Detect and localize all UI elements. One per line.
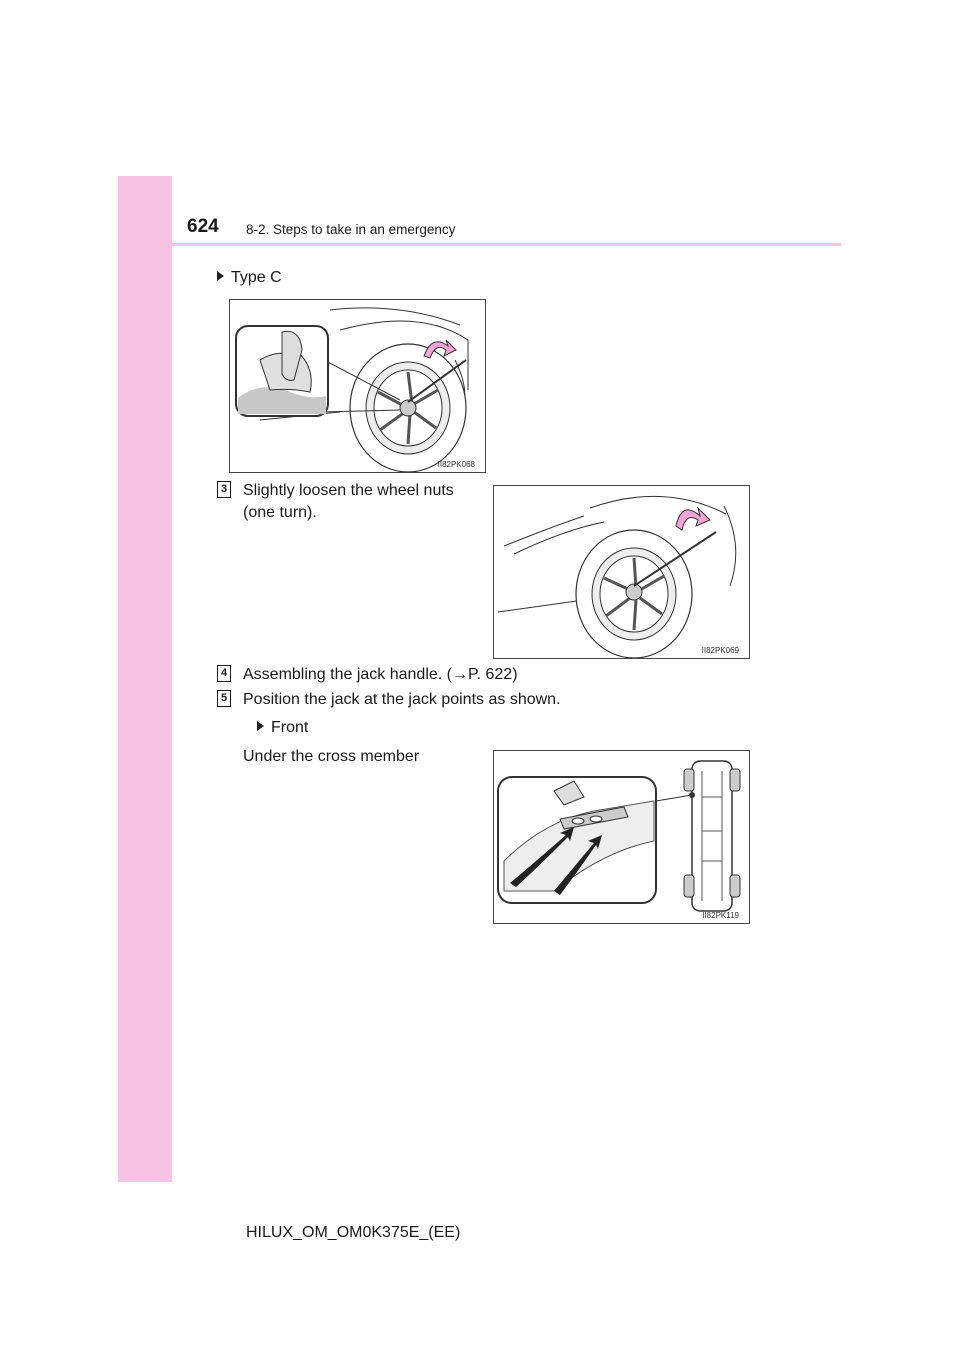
front-heading <box>257 717 308 739</box>
figure-type-c <box>229 299 486 473</box>
jack-point-front-illustration <box>494 751 749 923</box>
type-c-label: Type C <box>231 269 282 286</box>
step-5-text: Position the jack at the jack points as shown. <box>243 691 561 708</box>
step-3-marker: 3 <box>217 481 231 498</box>
header-rule <box>118 243 841 246</box>
step-4-text: Assembling the jack handle. (→P. 622) <box>243 666 518 683</box>
arrow-bullet-icon <box>257 721 264 731</box>
document-id-footer: HILUX_OM_OM0K375E_(EE) <box>246 1224 461 1241</box>
figure-3-code: II82PK119 <box>702 911 739 920</box>
wheel-nut-closeup-illustration <box>230 300 485 472</box>
front-label: Front <box>271 719 309 736</box>
step-4-marker: 4 <box>217 665 231 682</box>
step-5-marker: 5 <box>217 690 231 707</box>
under-cross-member-text: Under the cross member <box>243 748 420 765</box>
section-title: 8-2. Steps to take in an emergency <box>246 222 456 237</box>
type-c-heading <box>217 267 282 289</box>
figure-loosen-nuts <box>493 485 750 659</box>
figure-jack-points-front <box>493 750 750 924</box>
figure-1-code: II82PK068 <box>437 460 475 469</box>
step-3-text-line-2: (one turn). <box>243 504 317 521</box>
loosen-wheel-nuts-illustration <box>494 486 749 658</box>
page-number: 624 <box>187 216 219 237</box>
step-3-text-line-1: Slightly loosen the wheel nuts <box>243 482 454 499</box>
figure-2-code: II82PK069 <box>701 646 739 655</box>
arrow-bullet-icon <box>217 271 224 281</box>
side-color-band <box>118 176 172 1182</box>
